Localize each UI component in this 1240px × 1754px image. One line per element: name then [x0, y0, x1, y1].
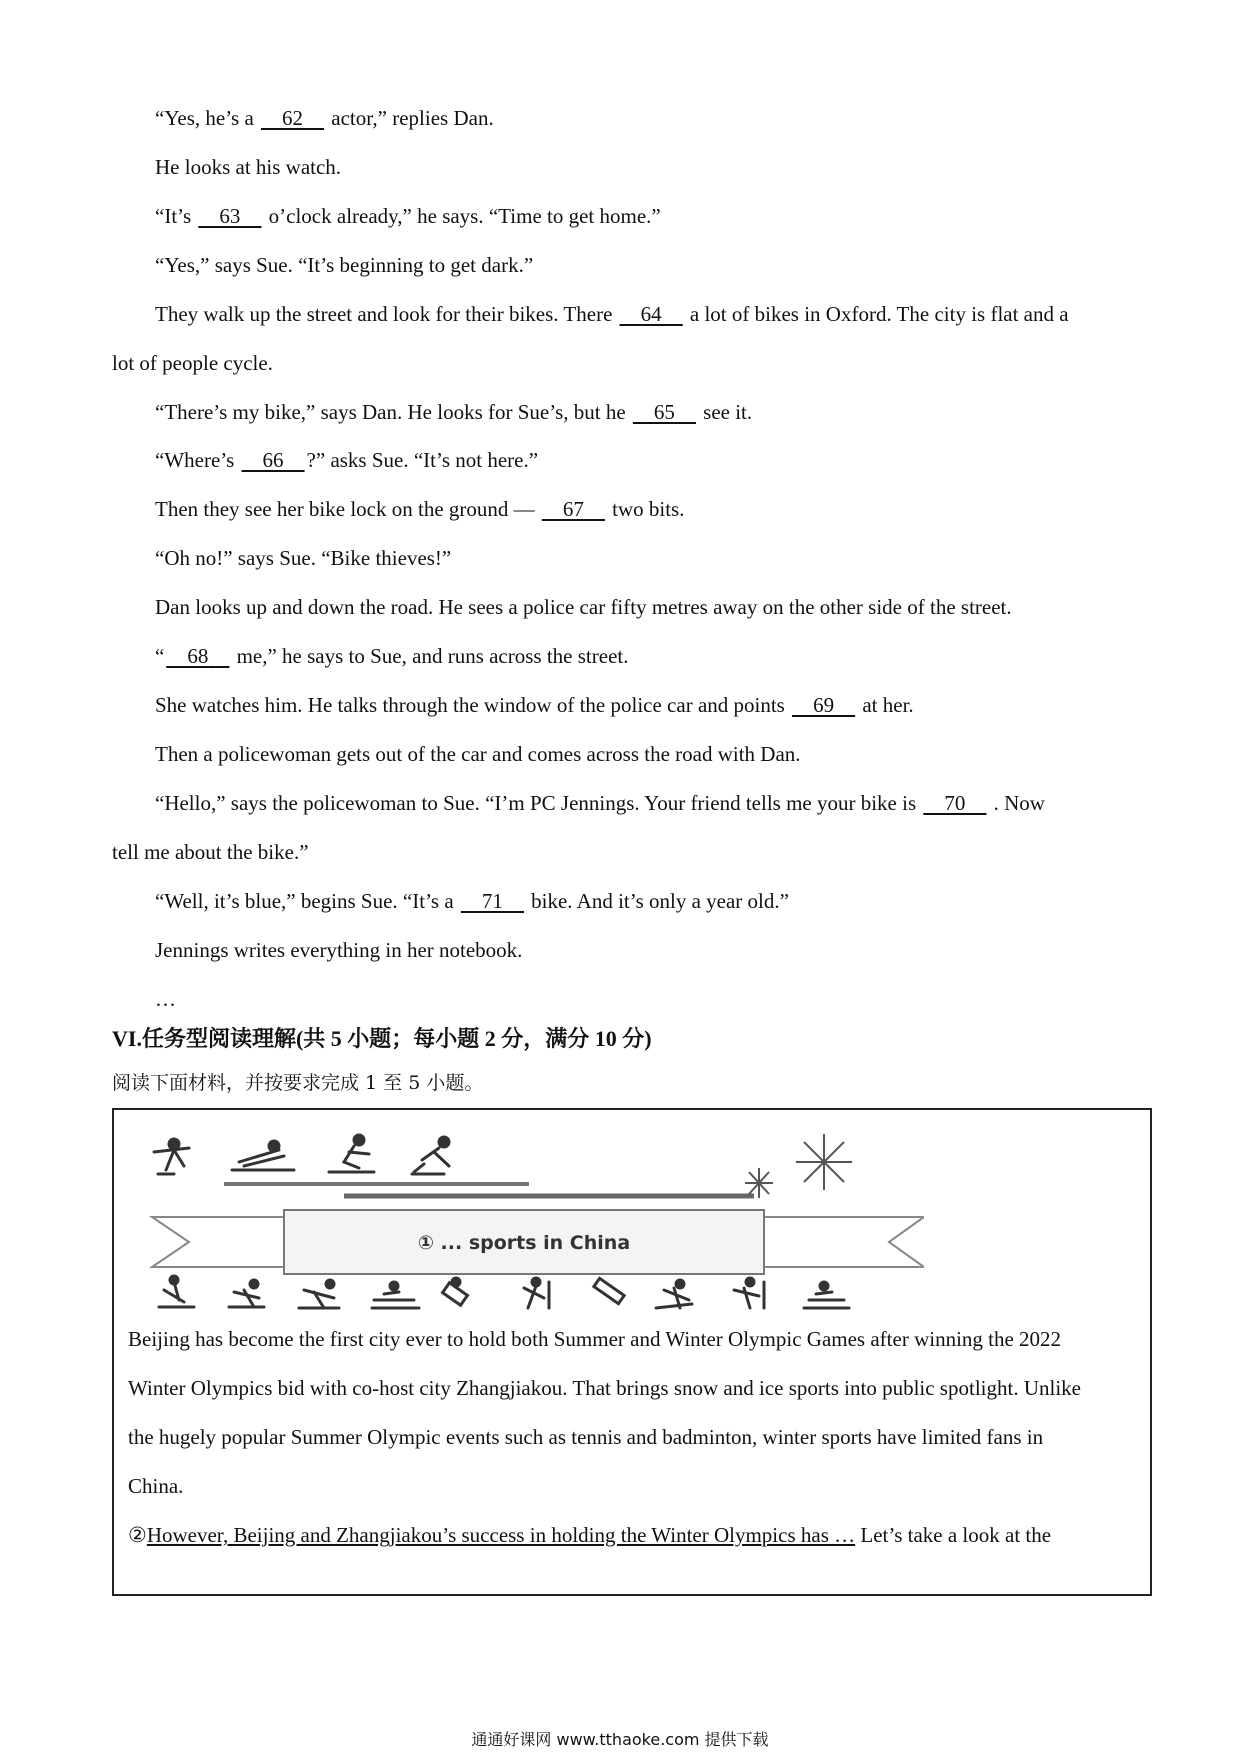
blank-64: 64	[640, 302, 662, 326]
ribbon-left-end	[152, 1217, 284, 1267]
story-line: “It’s 63 o’clock already,” he says. “Time to get home.”	[155, 201, 661, 231]
reading-passage-box	[112, 1108, 1152, 1596]
skating-icon	[154, 1139, 189, 1174]
story-ellipsis: …	[155, 987, 176, 1011]
winter-sport-icons-row	[159, 1276, 849, 1308]
passage-line: ②However, Beijing and Zhangjiakou’s success in holding the Winter Olympics has … Let’s take a look at the	[128, 1523, 1052, 1547]
underlined-sentence: However, Beijing and Zhangjiakou’s success in holding the Winter Olympics has …	[146, 1523, 856, 1547]
story-line: They walk up the street and look for their bikes. There 64 a lot of bikes in Oxford. The city is flat and a	[155, 299, 1069, 329]
story-line: Jennings writes everything in her notebook.	[155, 938, 523, 962]
skiing-icon	[329, 1135, 374, 1172]
story-line: “Where’s 66 ?” asks Sue. “It’s not here.”	[155, 445, 538, 475]
story-line: He looks at his watch.	[155, 155, 342, 179]
story-line: lot of people cycle.	[112, 351, 273, 375]
story-line: “There’s my bike,” says Dan. He looks for Sue’s, but he 65 see it.	[155, 397, 752, 427]
story-line: “Oh no!” says Sue. “Bike thieves!”	[155, 546, 452, 570]
snowflake-icon	[796, 1134, 852, 1190]
story-line: “Yes, he’s a 62 actor,” replies Dan.	[155, 103, 494, 133]
story-line: tell me about the bike.”	[112, 840, 309, 864]
story-line: Then a policewoman gets out of the car and comes across the road with Dan.	[155, 742, 801, 766]
banner-label: ① ... sports in China	[417, 1232, 631, 1254]
story-line: “Well, it’s blue,” begins Sue. “It’s a 71 bike. And it’s only a year old.”	[155, 886, 789, 916]
passage-line: the hugely popular Summer Olympic events such as tennis and badminton, winter sports have limited fans in	[128, 1425, 1044, 1449]
blank-67: 67	[562, 497, 584, 521]
section-heading: VI.任务型阅读理解(共 5 小题；每小题 2 分，满分 10 分)	[112, 1026, 652, 1051]
blank-71: 71	[481, 889, 503, 913]
section-instruction: 阅读下面材料，并按要求完成 1 至 5 小题。	[112, 1072, 484, 1094]
passage-line: Beijing has become the first city ever to hold both Summer and Winter Olympic Games after winning the 2022	[128, 1327, 1062, 1351]
blank-69: 69	[813, 693, 835, 717]
speed-skating-icon	[412, 1137, 449, 1174]
snowflake-icon	[745, 1168, 773, 1198]
winter-sports-banner-image	[144, 1122, 924, 1312]
blank-63: 63	[219, 204, 241, 228]
blank-70: 70	[944, 791, 966, 815]
story-line: “Hello,” says the policewoman to Sue. “I’m PC Jennings. Your friend tells me your bike is 70 . Now	[155, 788, 1045, 818]
circled-number-2: ②	[128, 1523, 147, 1547]
ski-jump-icon	[232, 1141, 294, 1170]
story-line: “ 68 me,” he says to Sue, and runs across the street.	[155, 641, 628, 671]
story-line: She watches him. He talks through the window of the police car and points 69 at her.	[155, 690, 914, 720]
ribbon-right-end	[764, 1217, 924, 1267]
blank-65: 65	[653, 400, 675, 424]
page-footer: 通通好课网 www.tthaoke.com 提供下载	[471, 1730, 769, 1749]
blank-66: 66	[262, 448, 284, 472]
story-line: Then they see her bike lock on the ground — 67 two bits.	[155, 494, 684, 524]
passage-line: China.	[128, 1474, 184, 1498]
story-line: “Yes,” says Sue. “It’s beginning to get dark.”	[155, 253, 534, 277]
story-line: Dan looks up and down the road. He sees a police car fifty metres away on the other side of the street.	[155, 595, 1012, 619]
passage-line: Winter Olympics bid with co-host city Zhangjiakou. That brings snow and ice sports into public spotlight. Unlike	[128, 1376, 1081, 1400]
blank-62: 62	[282, 106, 304, 130]
blank-68: 68	[187, 644, 209, 668]
